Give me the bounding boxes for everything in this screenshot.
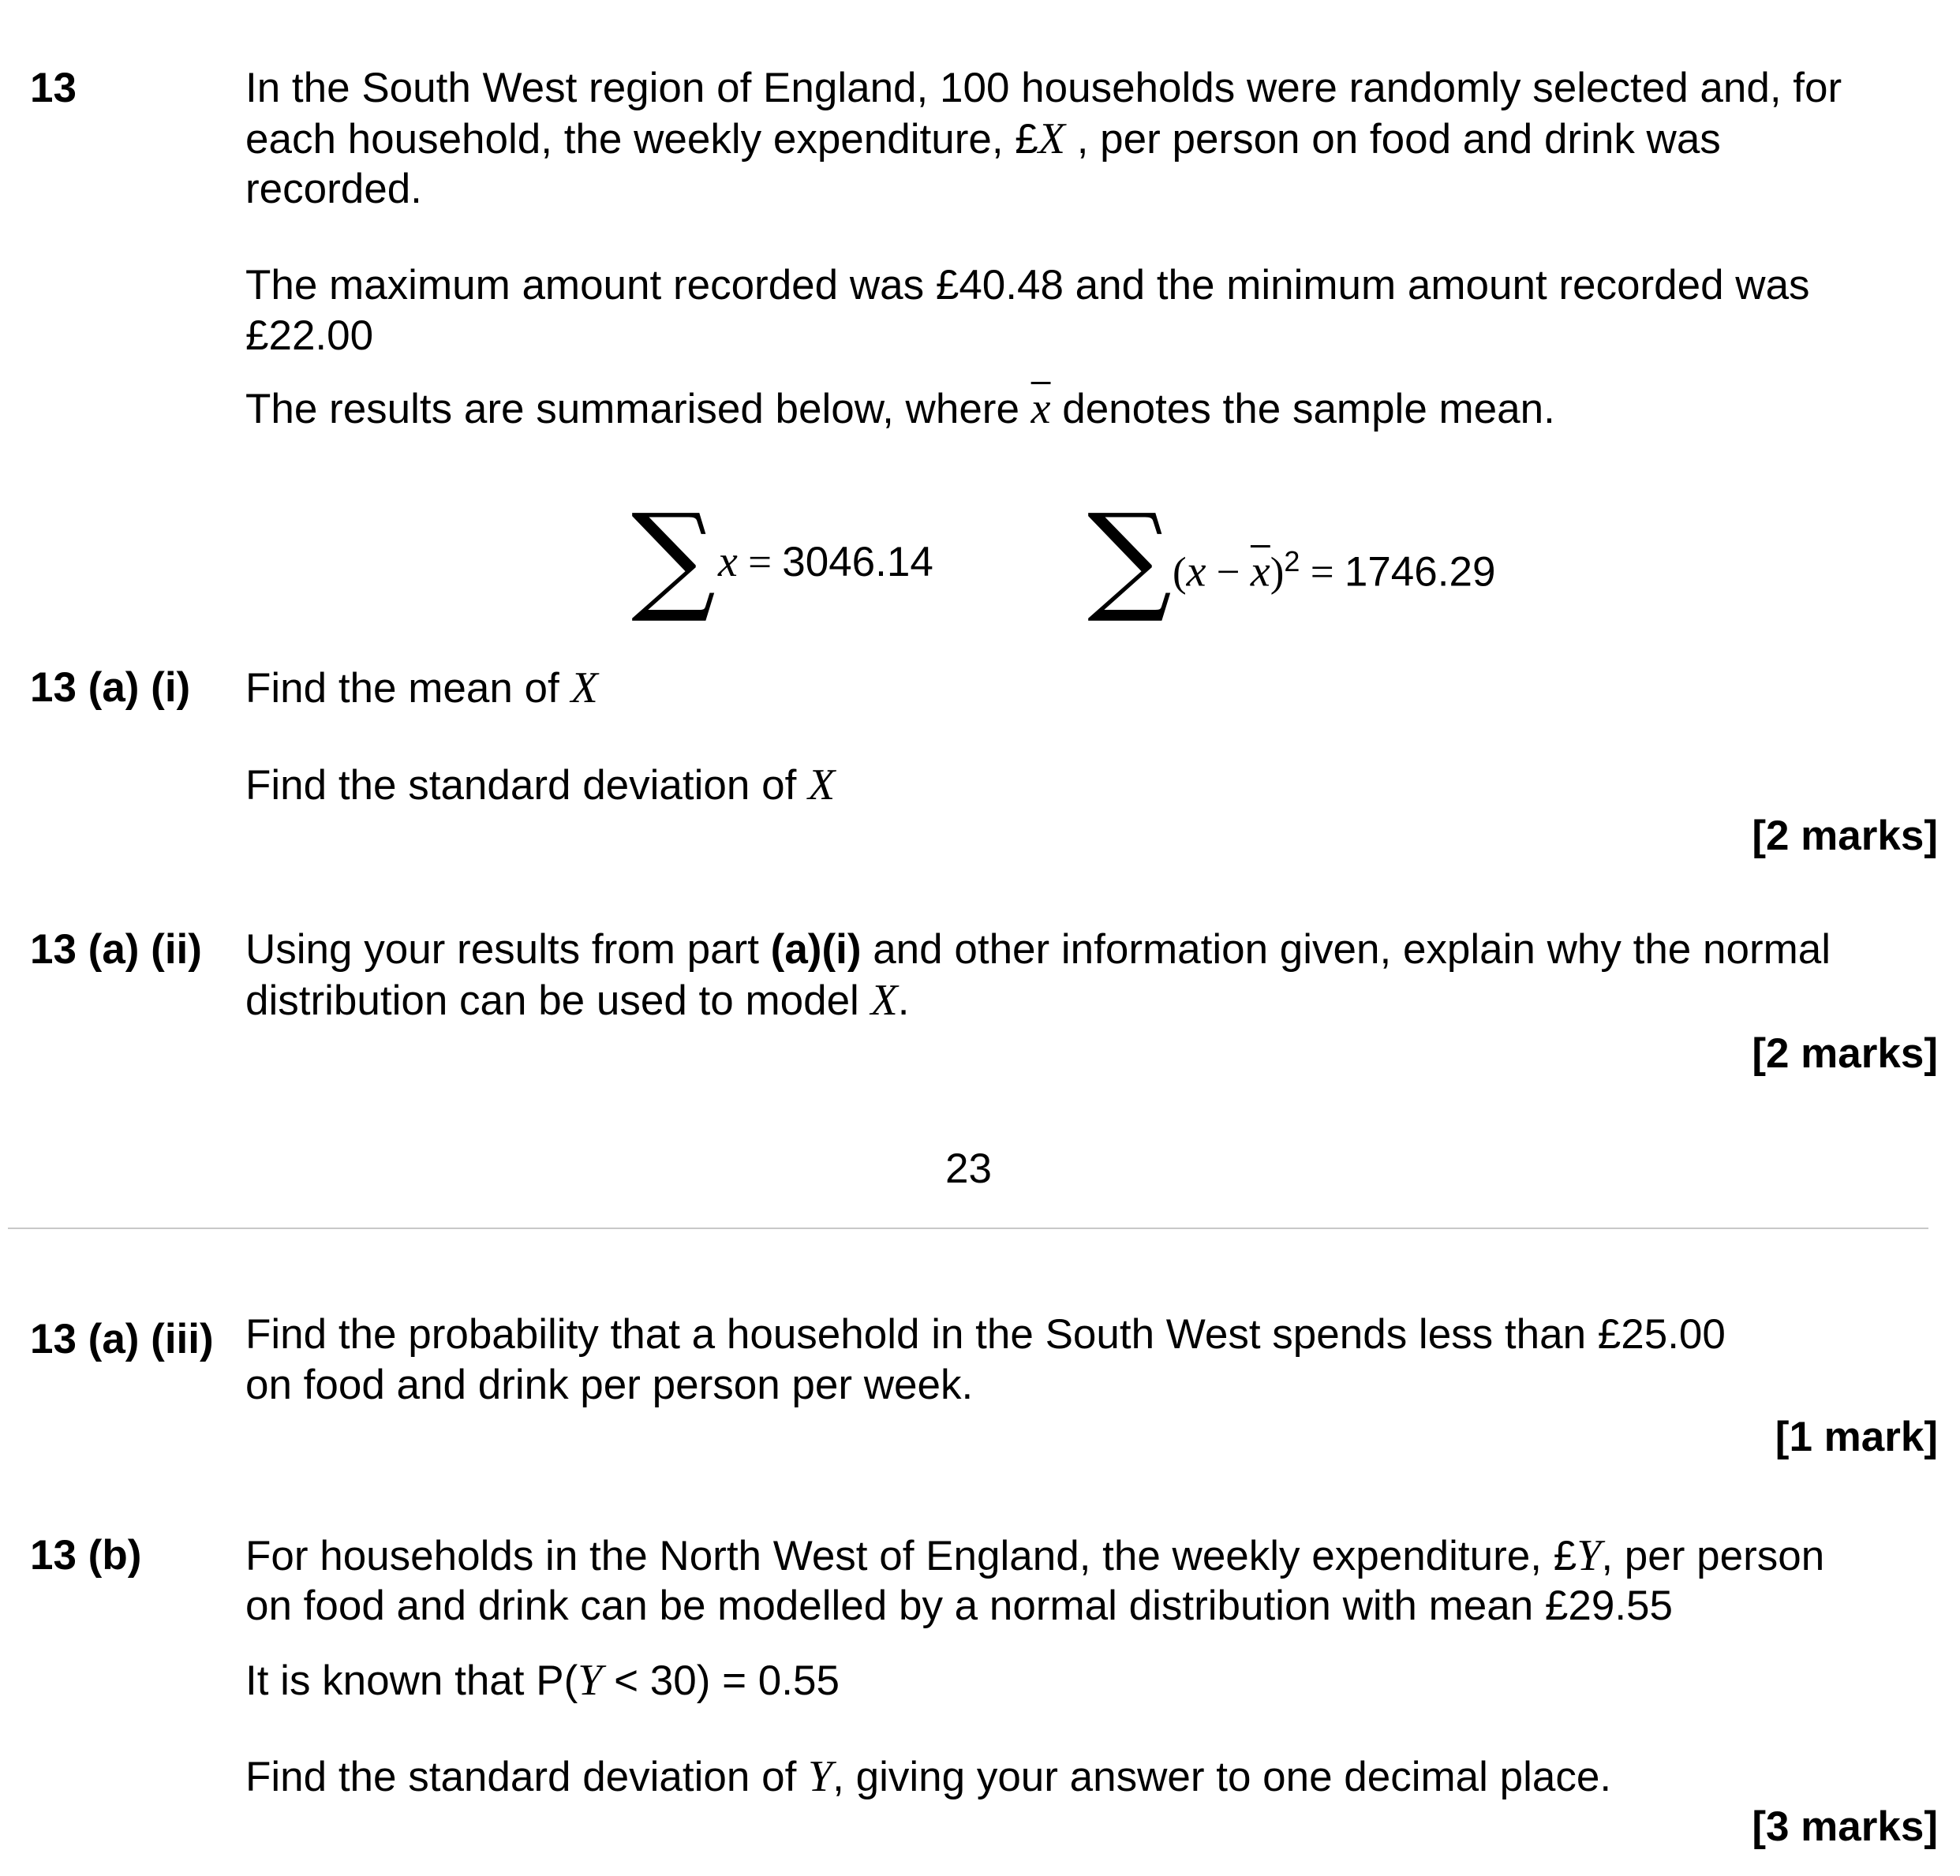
formula-sum-x-rhs xyxy=(718,536,933,588)
marks-13aii: [2 marks] xyxy=(1752,1030,1938,1077)
q13b-known-after: < 30) = 0.55 xyxy=(602,1657,840,1704)
formula-sum-x xyxy=(631,489,716,626)
q13b-line-1 xyxy=(245,1530,1824,1582)
q13aii-line-2-text: distribution can be used to model xyxy=(245,977,871,1024)
summary-line xyxy=(245,383,1555,435)
intro-line-2 xyxy=(245,114,1721,165)
formula2-open: ( xyxy=(1173,549,1187,596)
q13b-find xyxy=(245,1751,1611,1803)
formula2-var: x xyxy=(1186,547,1206,596)
marks-13aiii: [1 mark] xyxy=(1775,1414,1938,1460)
formula2-minus: − xyxy=(1206,549,1251,596)
intro-line-2-before: each household, the weekly expenditure, £ xyxy=(245,116,1038,163)
q13b-line-1-after: , per person xyxy=(1601,1533,1825,1579)
question-label-13b: 13 (b) xyxy=(30,1532,142,1579)
summary-after: denotes the sample mean. xyxy=(1050,386,1555,432)
q13b-known-before: It is known that P( xyxy=(245,1657,578,1704)
formula1-value: 3046.14 xyxy=(782,539,933,585)
q13aiii-line-2: on food and drink per person per week. xyxy=(245,1362,974,1408)
q13aii-line-1-before: Using your results from part xyxy=(245,926,771,973)
q13b-line-1-before: For households in the North West of England, the weekly expenditure, £ xyxy=(245,1533,1577,1579)
q13b-var-y: Y xyxy=(1577,1531,1602,1580)
q13ai-line-2 xyxy=(245,760,835,811)
marks-13ai: [2 marks] xyxy=(1752,813,1938,859)
q13b-line-2: on food and drink can be modelled by a normal distribution with mean £29.55 xyxy=(245,1583,1674,1629)
intro-line-2-after: , per person on food and drink was xyxy=(1064,116,1721,163)
q13b-find-var: Y xyxy=(808,1752,833,1801)
maxmin-line-2: £22.00 xyxy=(245,312,374,359)
q13ai-var-1: X xyxy=(570,663,598,712)
question-label-13aiii: 13 (a) (iii) xyxy=(30,1316,214,1362)
formula1-var: x xyxy=(718,537,738,586)
marks-13b: [3 marks] xyxy=(1752,1803,1938,1850)
q13ai-line-2-text: Find the standard deviation of xyxy=(245,762,809,809)
q13aiii-line-1: Find the probability that a household in the South West spends less than £25.00 xyxy=(245,1311,1726,1358)
q13ai-line-1-text: Find the mean of xyxy=(245,665,571,712)
q13aii-line-2-end: . xyxy=(897,977,910,1024)
q13aii-line-2 xyxy=(245,975,910,1026)
question-label-13aii: 13 (a) (ii) xyxy=(30,926,202,973)
summary-before: The results are summarised below, where xyxy=(245,386,1031,432)
x-bar-symbol: $\overline{x}$ xyxy=(1030,384,1051,433)
maxmin-line-1: The maximum amount recorded was £40.48 and the minimum amount recorded was xyxy=(245,262,1810,308)
q13b-find-after: , giving your answer to one decimal place. xyxy=(832,1754,1612,1800)
page-divider xyxy=(8,1228,1928,1229)
q13b-find-before: Find the standard deviation of xyxy=(245,1754,809,1800)
formula2-close: ) xyxy=(1270,549,1285,596)
q13b-known xyxy=(245,1655,840,1706)
formula2-bar-var: $\overline{x}$ xyxy=(1250,547,1270,596)
variable-x-upper: X xyxy=(1038,114,1065,163)
formula2-exponent: 2 xyxy=(1284,545,1300,577)
q13aii-part-ref: (a)(i) xyxy=(770,926,862,973)
formula-sum-squares-rhs xyxy=(1173,536,1495,598)
formula2-eq: = xyxy=(1300,549,1345,596)
formula2-value: 1746.29 xyxy=(1344,548,1496,596)
q13b-known-var: Y xyxy=(578,1656,603,1705)
q13aii-line-1 xyxy=(245,925,1831,975)
sigma-symbol: ∑ xyxy=(631,489,716,626)
q13aii-var: X xyxy=(870,976,898,1025)
question-number: 13 xyxy=(30,65,77,111)
intro-line-1: In the South West region of England, 100 households were randomly selected and, for xyxy=(245,65,1842,111)
page-number: 23 xyxy=(945,1145,992,1192)
formula-sum-squares xyxy=(1087,489,1173,626)
formula1-eq: = xyxy=(737,540,783,585)
question-label-13ai: 13 (a) (i) xyxy=(30,664,191,711)
q13ai-line-1 xyxy=(245,663,598,714)
q13aii-line-1-after: and other information given, explain why the normal xyxy=(861,926,1831,973)
q13ai-var-2: X xyxy=(808,760,836,809)
intro-line-3: recorded. xyxy=(245,166,422,212)
sigma-symbol-2: ∑ xyxy=(1087,489,1173,626)
